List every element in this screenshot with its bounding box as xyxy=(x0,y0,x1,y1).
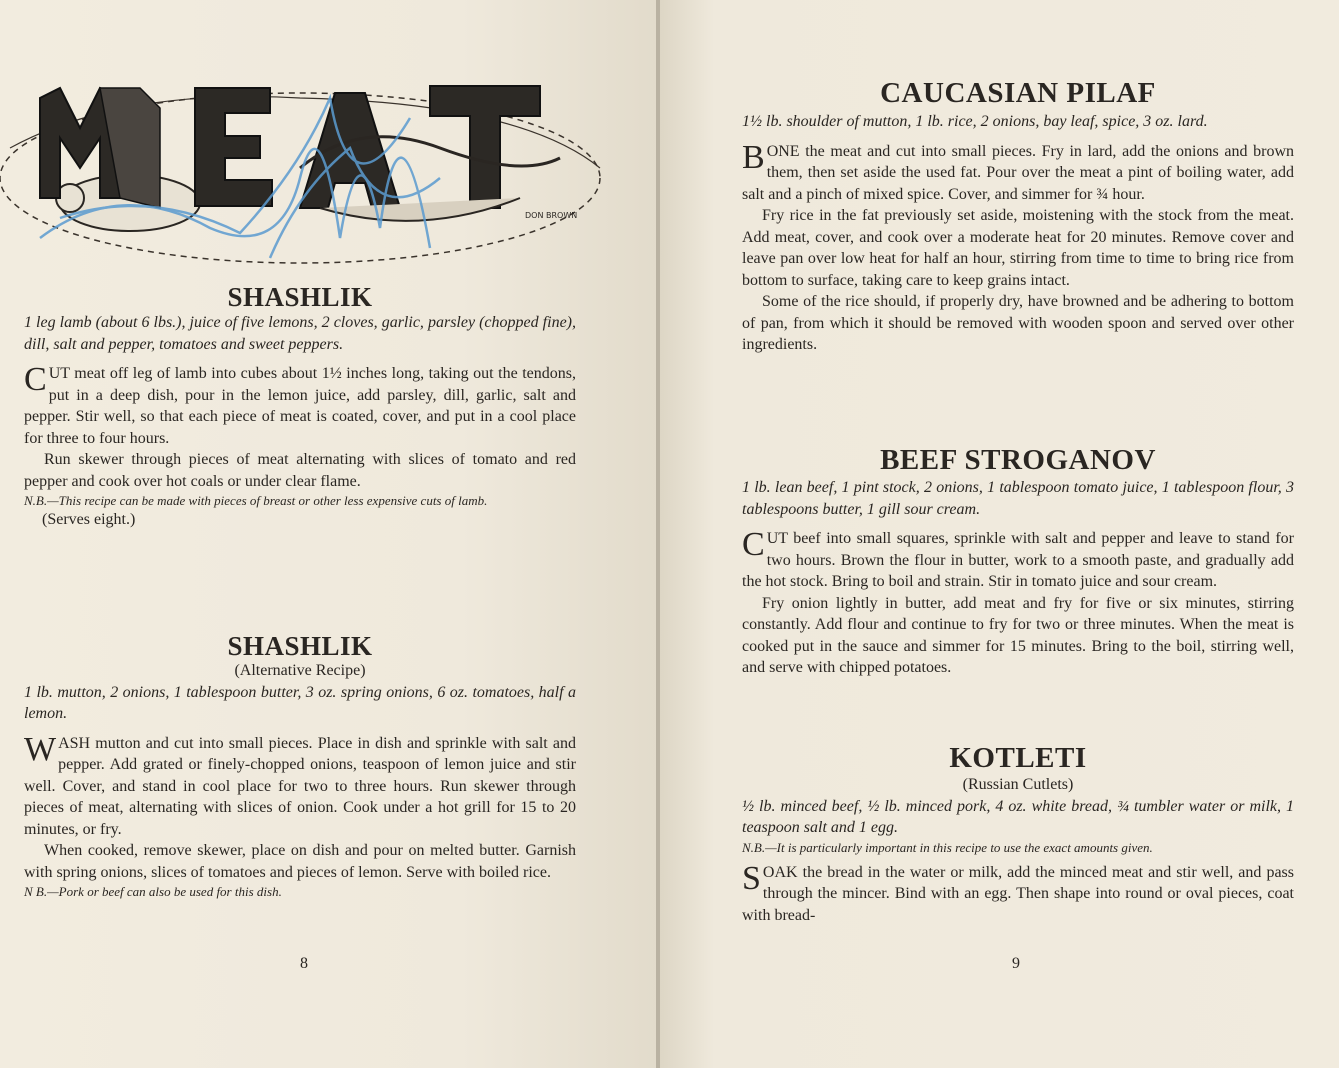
stroganov-recipe xyxy=(742,443,1294,679)
meat-heading-illustration xyxy=(0,58,610,268)
method-text: UT beef into small squares, sprinkle with salt and pepper and leave to stand for two hours. Brown the flour in butter, work to a smooth paste, and gradually add the hot stock. Bring to boil and strain. Stir in tomato juice and sour cream. xyxy=(742,530,1294,590)
method-text: ONE the meat and cut into small pieces. Fry in lard, add the onions and brown them, then set aside the used fat. Pour over the meat a pint of boiling water, add salt and a pinch of mixed spice. Cover, and simmer for ¾ hour. xyxy=(742,142,1294,203)
pilaf-recipe xyxy=(742,75,1294,356)
ingredients: 1 leg lamb (about 6 lbs.), juice of five lemons, 2 cloves, garlic, parsley (chopped fine), dill, salt and pepper, tomatoes and sweet peppers. xyxy=(24,314,576,353)
meat-letters xyxy=(40,86,540,208)
method-paragraph xyxy=(742,859,1294,927)
method-text: ASH mutton and cut into small pieces. Place in dish and sprinkle with salt and pepper. Add grated or finely-chopped onions, teaspoon of lemon juice and stir well. Cover, and stand in cool place for two to three hours. Run skewer through pieces of meat, alternating with slices of onion. Cook under a hot grill for 15 to 20 minutes, or fry. xyxy=(24,734,576,838)
recipe-title: CAUCASIAN PILAF xyxy=(880,77,1156,109)
note: N.B.—It is particularly important in this recipe to use the exact amounts given. xyxy=(742,839,1153,855)
method-paragraph xyxy=(742,528,1294,593)
recipe-subtitle: (Alternative Recipe) xyxy=(234,662,366,679)
recipe-title: BEEF STROGANOV xyxy=(880,444,1156,476)
drop-cap: B xyxy=(742,138,765,176)
method-paragraph xyxy=(24,363,576,449)
method-paragraph xyxy=(24,730,576,841)
ingredients: 1 lb. mutton, 2 onions, 1 tablespoon butter, 3 oz. spring onions, 6 oz. tomatoes, half a lemon. xyxy=(24,683,576,722)
ingredients: ½ lb. minced beef, ½ lb. minced pork, 4 oz. white bread, ¾ tumbler water or milk, 1 teaspoon salt and 1 egg. xyxy=(742,797,1294,836)
page-number: 8 xyxy=(300,955,308,972)
recipe-title: SHASHLIK xyxy=(227,631,373,661)
page-number: 9 xyxy=(1012,955,1020,972)
serves: (Serves eight.) xyxy=(42,511,136,528)
recipe-subtitle: (Russian Cutlets) xyxy=(962,776,1074,793)
method-paragraph xyxy=(742,138,1294,206)
recipe-title: SHASHLIK xyxy=(227,282,373,312)
method-text: UT meat off leg of lamb into cubes about 1½ inches long, taking out the tendons, put in a deep dish, pour in the lemon juice, add parsley, dill, garlic, salt and pepper. Stir well, so that each piece of meat is coated, cover, and put in a cool place for three to four hours. xyxy=(24,365,576,447)
note: N.B.—This recipe can be made with pieces of breast or other less expensive cuts of lamb. xyxy=(24,493,488,508)
recipe-title: KOTLETI xyxy=(949,742,1087,774)
ingredients: 1 lb. lean beef, 1 pint stock, 2 onions, 1 tablespoon tomato juice, 1 tablespoon flour, 3 tablespoons butter, 1 gill sour cream. xyxy=(742,479,1294,518)
left-page xyxy=(0,0,658,1068)
drop-cap: S xyxy=(742,859,761,897)
drop-cap: W xyxy=(24,730,57,768)
note: N B.—Pork or beef can also be used for this dish. xyxy=(24,884,282,899)
illustration-signature: DON BROWN xyxy=(525,211,578,220)
method-paragraph-3: Some of the rice should, if properly dry, have browned and be adhering to bottom of pan, from which it should be removed with wooden spoon and served over other ingredients. xyxy=(742,293,1294,353)
method-text: OAK the bread in the water or milk, add the minced meat and stir well, and pass through the mincer. Bind with an egg. Then shape into round or oval pieces, coat with bread- xyxy=(742,863,1294,924)
method-paragraph-2: When cooked, remove skewer, place on dish and pour on melted butter. Garnish with spring onions, slices of tomatoes and pieces of lemon. Serve with boiled rice. xyxy=(24,842,576,881)
shashlik-alt-recipe xyxy=(24,632,576,900)
ingredients: 1½ lb. shoulder of mutton, 1 lb. rice, 2 onions, bay leaf, spice, 3 oz. lard. xyxy=(742,113,1208,130)
drop-cap: C xyxy=(24,361,47,398)
method-paragraph-2: Fry rice in the fat previously set aside, moistening with the stock from the meat. Add meat, cover, and cook over a moderate heat for 20 minutes. Remove cover and leave pan over low heat for half an hour, stirring from time to time to bring rice from bottom to surface, taking care to keep grains intact. xyxy=(742,207,1294,289)
shashlik-recipe xyxy=(24,282,576,531)
method-paragraph-2: Run skewer through pieces of meat alternating with slices of tomato and red pepper and cook over hot coals or under clear flame. xyxy=(24,451,576,490)
drop-cap: C xyxy=(742,526,765,563)
kotleti-recipe xyxy=(742,742,1294,926)
method-paragraph-2: Fry onion lightly in butter, add meat and fry for five or six minutes, stirring constantly. Add flour and continue to fry for two or three minutes. When the meat is cooked put in the sauce and simmer for 15 minutes. Bring to the boil, stirring well, and serve with chipped potatoes. xyxy=(742,594,1294,676)
